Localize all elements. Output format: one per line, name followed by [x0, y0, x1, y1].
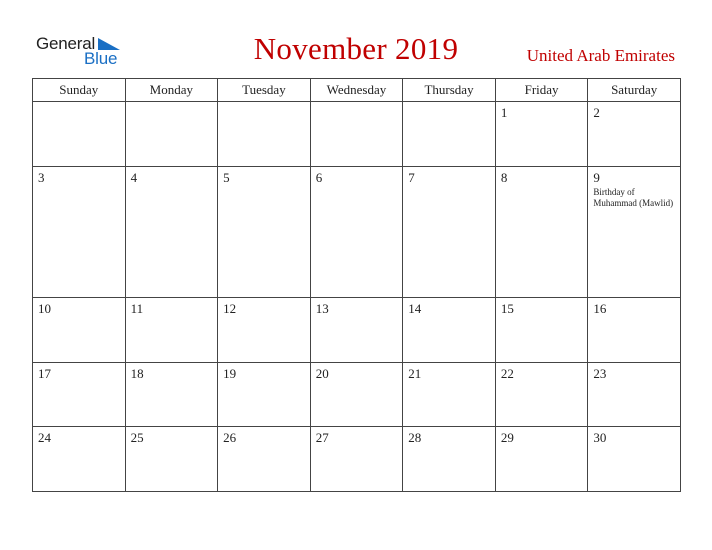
- day-cell: [310, 102, 403, 167]
- day-number: 12: [223, 301, 237, 317]
- day-cell: [403, 298, 496, 363]
- day-cell: [33, 166, 126, 298]
- holiday-label: Birthday of Muhammad (Mawlid): [593, 186, 674, 208]
- logo-word-blue: Blue: [84, 49, 118, 68]
- day-cell: [125, 102, 218, 167]
- day-number: 3: [38, 169, 45, 185]
- weekday-header: Monday: [125, 79, 218, 102]
- day-cell: [588, 298, 681, 363]
- day-cell: [218, 166, 311, 298]
- week-row: [33, 102, 681, 167]
- day-number: 22: [500, 365, 514, 381]
- day-number: 29: [500, 430, 514, 446]
- day-number: 11: [130, 301, 144, 317]
- day-cell: [310, 362, 403, 427]
- day-cell: [125, 166, 218, 298]
- day-cell: [218, 102, 311, 167]
- day-cell: [310, 427, 403, 492]
- day-number: 17: [38, 365, 51, 381]
- day-number: 23: [593, 365, 607, 381]
- day-cell: [33, 102, 126, 167]
- week-row: [33, 427, 681, 492]
- day-cell: [403, 427, 496, 492]
- day-cell: [495, 427, 588, 492]
- day-cell: [125, 427, 218, 492]
- day-cell: [588, 166, 681, 298]
- country-name: United Arab Emirates: [526, 46, 675, 65]
- day-number: 15: [500, 301, 514, 317]
- day-number: 5: [223, 169, 230, 185]
- day-number: 26: [223, 430, 237, 446]
- day-number: 7: [408, 169, 415, 185]
- day-number: 20: [315, 365, 329, 381]
- weekday-header: Tuesday: [218, 79, 311, 102]
- day-cell: [33, 362, 126, 427]
- day-cell: [218, 362, 311, 427]
- day-cell: [403, 166, 496, 298]
- day-cell: [310, 298, 403, 363]
- day-cell: [495, 166, 588, 298]
- logo-word-general: General: [36, 34, 96, 53]
- day-number: 13: [315, 301, 329, 317]
- day-number: 4: [130, 169, 138, 185]
- day-number: 6: [315, 169, 323, 185]
- day-number: 28: [408, 430, 422, 446]
- day-number: 2: [593, 105, 600, 120]
- weekday-header: Friday: [495, 79, 588, 102]
- day-cell: [403, 102, 496, 167]
- day-cell: [125, 298, 218, 363]
- week-row: [33, 298, 681, 363]
- day-number: 1: [500, 105, 508, 120]
- weekday-header: Wednesday: [310, 79, 403, 102]
- day-cell: [218, 427, 311, 492]
- day-number: 9: [593, 169, 600, 185]
- day-number: 25: [130, 430, 144, 446]
- day-cell: [310, 166, 403, 298]
- day-number: 18: [130, 365, 144, 381]
- day-number: 10: [38, 301, 51, 317]
- day-cell: [495, 102, 588, 167]
- weekday-header: Saturday: [588, 79, 681, 102]
- day-number: 24: [38, 430, 51, 446]
- day-cell: [588, 102, 681, 167]
- day-cell: [125, 362, 218, 427]
- week-row: [33, 362, 681, 427]
- day-cell: [218, 298, 311, 363]
- day-number: 27: [315, 430, 329, 446]
- week-row: [33, 166, 681, 298]
- day-cell: [588, 427, 681, 492]
- day-cell: [33, 427, 126, 492]
- day-number: 21: [408, 365, 422, 381]
- weekday-header-row: [33, 79, 681, 102]
- weekday-header: Thursday: [403, 79, 496, 102]
- calendar-grid: [32, 78, 681, 492]
- calendar-title: November 2019: [253, 31, 459, 66]
- day-number: 30: [593, 430, 607, 446]
- day-number: 16: [593, 301, 607, 317]
- day-cell: [588, 362, 681, 427]
- day-cell: [495, 298, 588, 363]
- day-cell: [403, 362, 496, 427]
- day-cell: [33, 298, 126, 363]
- day-number: 8: [500, 169, 508, 185]
- day-number: 19: [223, 365, 237, 381]
- day-number: 14: [408, 301, 422, 317]
- day-cell: [495, 362, 588, 427]
- weekday-header: Sunday: [33, 79, 126, 102]
